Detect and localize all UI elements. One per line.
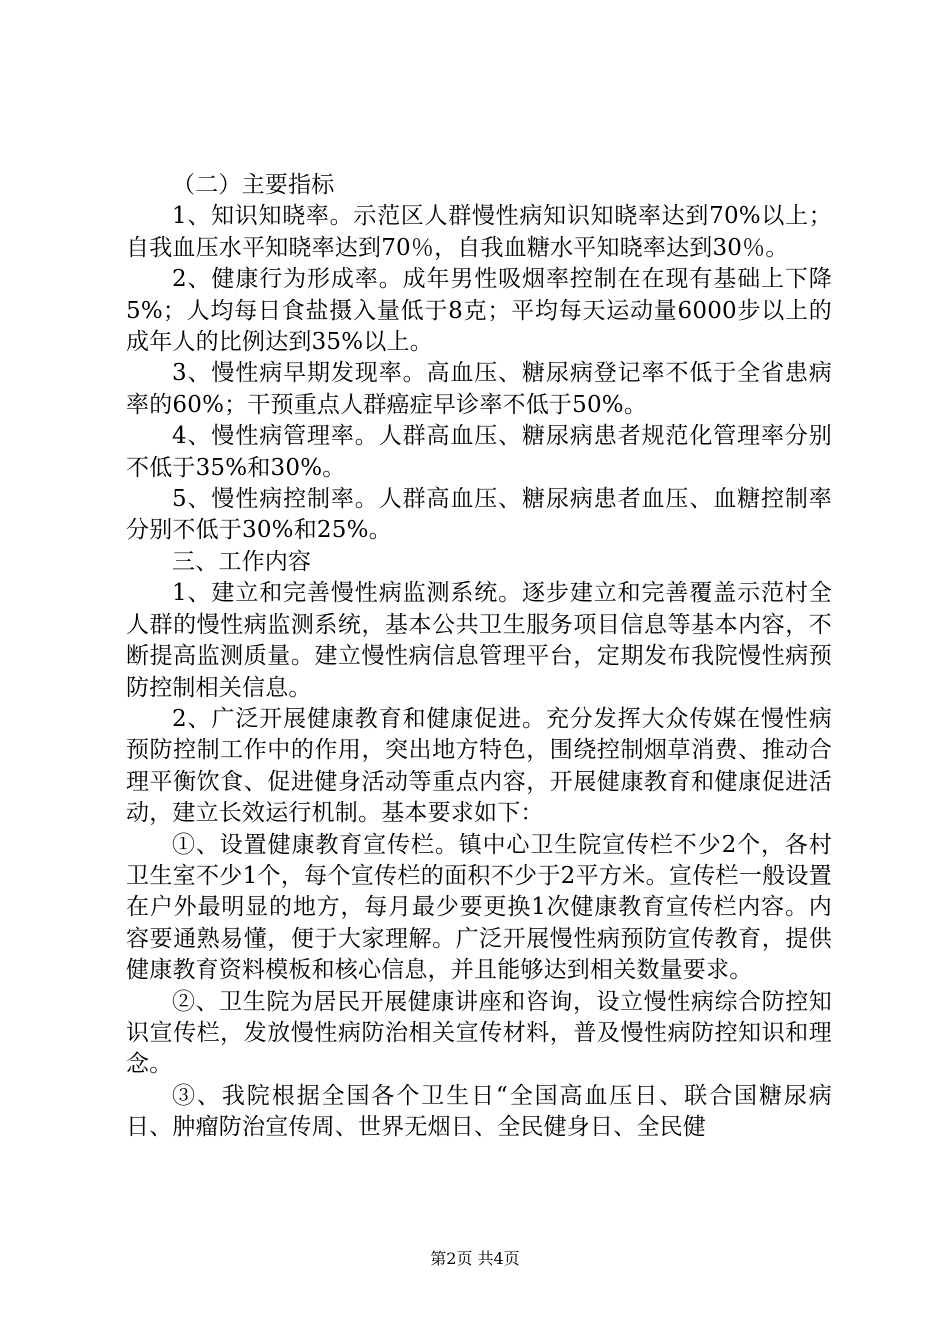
paragraph-lectures: ②、卫生院为居民开展健康讲座和咨询，设立慢性病综合防控知识宣传栏，发放慢性病防治相关宣传材料，普及慢性病防控知识和理念。 — [126, 988, 832, 1078]
document-body — [126, 170, 832, 1144]
section-heading-main-indicators: （二）主要指标 — [172, 172, 335, 198]
paragraph-health-education: 2、广泛开展健康教育和健康促进。充分发挥大众传媒在慢性病预防控制工作中的作用，突出地方特色，围绕控制烟草消费、推动合理平衡饮食、促进健身活动等重点内容，开展健康教育和健康促进活动，建立长效运行机制。基本要求如下： — [126, 705, 832, 827]
paragraph-bulletin-board: ①、设置健康教育宣传栏。镇中心卫生院宣传栏不少2个，各村卫生室不少1个，每个宣传栏的面积不少于2平方米。宣传栏一般设置在户外最明显的地方，每月最少要更换1次健康教育宣传栏内容。内容要通熟易懂，便于大家理解。广泛开展慢性病预防宣传教育，提供健康教育资料模板和核心信息，并且能够达到相关数量要求。 — [126, 831, 832, 984]
paragraph-health-behavior: 2、健康行为形成率。成年男性吸烟率控制在在现有基础上下降5%；人均每日食盐摄入量低于8克；平均每天运动量6000步以上的成年人的比例达到35%以上。 — [126, 266, 832, 356]
paragraph-management-rate: 4、慢性病管理率。人群高血压、糖尿病患者规范化管理率分别不低于35%和30%。 — [126, 423, 832, 481]
paragraph-early-detection: 3、慢性病早期发现率。高血压、糖尿病登记率不低于全省患病率的60%；干预重点人群癌症早诊率不低于50%。 — [126, 360, 832, 418]
paragraph-health-days: ③、我院根据全国各个卫生日“全国高血压日、联合国糖尿病日、肿瘤防治宣传周、世界无烟日、全民健身日、全民健 — [126, 1082, 832, 1141]
paragraph-control-rate: 5、慢性病控制率。人群高血压、糖尿病患者血压、血糖控制率分别不低于30%和25%。 — [126, 486, 832, 544]
paragraph-knowledge-awareness: 1、知识知晓率。示范区人群慢性病知识知晓率达到70%以上；自我血压水平知晓率达到70％，自我血糖水平知晓率达到30％。 — [126, 203, 832, 261]
section-heading-work-content: 三、工作内容 — [172, 548, 312, 575]
page-number-footer: 第2页 共4页 — [430, 1249, 520, 1268]
paragraph-monitoring-system: 1、建立和完善慢性病监测系统。逐步建立和完善覆盖示范村全人群的慢性病监测系统，基本公共卫生服务项目信息等基本内容，不断提高监测质量。建立慢性病信息管理平台，定期发布我院慢性病预防控制相关信息。 — [126, 580, 832, 701]
